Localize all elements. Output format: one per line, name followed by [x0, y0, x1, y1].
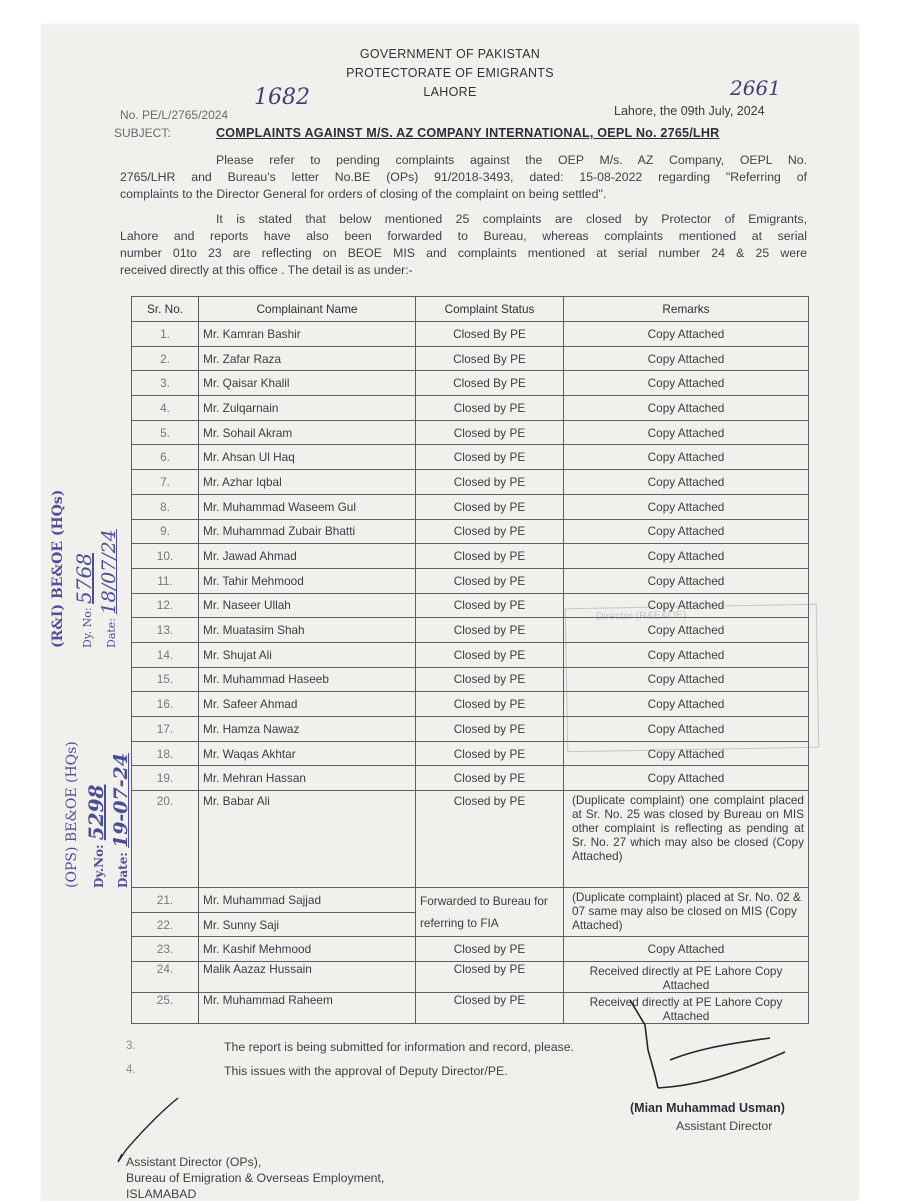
cell-remarks: Copy Attached — [564, 494, 809, 519]
table-row — [132, 346, 809, 371]
cell-sr: 11. — [132, 568, 199, 593]
cell-name: Mr. Muatasim Shah — [199, 618, 416, 643]
signatory-name: (Mian Muhammad Usman) — [630, 1101, 785, 1115]
stamp-2-date-label: Date: — [116, 852, 130, 888]
cell-remarks: Copy Attached — [564, 346, 809, 371]
receipt-stamp-ops — [64, 741, 132, 888]
cell-sr: 15. — [132, 667, 199, 692]
faint-stamp-text: Director (R&E&OE) — [595, 609, 687, 623]
cell-sr: 18. — [132, 741, 199, 766]
cell-name: Mr. Zafar Raza — [199, 346, 416, 371]
cell-status: Closed by PE — [416, 741, 564, 766]
cell-sr: 8. — [132, 494, 199, 519]
cell-status: Closed by PE — [416, 962, 564, 993]
paragraph-2-line-1: It is stated that below mentioned 25 complaints are closed by Protector of Emigrants, — [216, 212, 807, 226]
cell-name: Mr. Babar Ali — [199, 791, 416, 888]
cell-status: Closed by PE — [416, 667, 564, 692]
cell-sr: 7. — [132, 470, 199, 495]
cell-sr: 4. — [132, 396, 199, 421]
cell-status: Closed by PE — [416, 717, 564, 742]
date-line: Lahore, the 09th July, 2024 — [614, 104, 765, 118]
cell-status: Closed by PE — [416, 642, 564, 667]
addressee-line-2: Bureau of Emigration & Overseas Employment, — [126, 1171, 385, 1185]
cell-sr: 1. — [132, 322, 199, 347]
cell-remarks: Copy Attached — [564, 692, 809, 717]
paragraph-1-line-1: Please refer to pending complaints against the OEP M/s. AZ Company, OEPL No. — [216, 153, 807, 167]
stamp-1-dy-value: 5768 — [72, 553, 96, 604]
receipt-stamp-r-and-i — [50, 490, 120, 648]
handwritten-top-right-number: 2661 — [730, 76, 781, 100]
cell-status: Closed by PE — [416, 593, 564, 618]
table-row — [132, 445, 809, 470]
cell-name: Mr. Naseer Ullah — [199, 593, 416, 618]
cell-status: Closed by PE — [416, 494, 564, 519]
table-row — [132, 568, 809, 593]
cell-sr: 24. — [132, 962, 199, 993]
letterhead-line-2: PROTECTORATE OF EMIGRANTS — [346, 66, 554, 80]
table-row — [132, 937, 809, 962]
table-row — [132, 888, 809, 913]
cell-name: Mr. Kamran Bashir — [199, 322, 416, 347]
cell-remarks: Copy Attached — [564, 618, 809, 643]
cell-name: Malik Aazaz Hussain — [199, 962, 416, 993]
cell-status: Closed by PE — [416, 445, 564, 470]
cell-remarks: Copy Attached — [564, 766, 809, 791]
cell-sr: 12. — [132, 593, 199, 618]
point-3-number: 3. — [126, 1040, 136, 1052]
cell-sr: 16. — [132, 692, 199, 717]
cell-name: Mr. Hamza Nawaz — [199, 717, 416, 742]
cell-sr: 20. — [132, 791, 199, 888]
table-row — [132, 544, 809, 569]
cell-status: Closed by PE — [416, 791, 564, 888]
cell-sr: 9. — [132, 519, 199, 544]
cell-status: Closed by PE — [416, 692, 564, 717]
table-body — [132, 322, 809, 937]
cell-remarks: Copy Attached — [564, 445, 809, 470]
table-row — [132, 470, 809, 495]
paragraph-1-line-3: complaints to the Director General for orders of closing of the complaint on being settled". — [120, 187, 607, 201]
cell-status-forwarded: Forwarded to Bureau for referring to FIA — [416, 888, 564, 937]
table-row — [132, 692, 809, 717]
table-row — [132, 494, 809, 519]
cell-status: Closed by PE — [416, 544, 564, 569]
cell-status: Closed By PE — [416, 371, 564, 396]
cell-sr: 2. — [132, 346, 199, 371]
stamp-1-title: (R&I) BE&OE (HQs) — [50, 489, 66, 648]
cell-name: Mr. Qaisar Khalil — [199, 371, 416, 396]
cell-sr: 5. — [132, 420, 199, 445]
cell-sr: 25. — [132, 993, 199, 1024]
cell-status: Closed by PE — [416, 568, 564, 593]
stamp-2-dy-label: Dy.No: — [92, 844, 106, 888]
cell-remarks: Copy Attached — [564, 717, 809, 742]
table-row — [132, 618, 809, 643]
paragraph-2-line-2: Lahore and reports have also been forwarded to Bureau, whereas complaints mentioned at serial — [120, 229, 807, 243]
cell-remarks: Copy Attached — [564, 593, 809, 618]
cell-name: Mr. Waqas Akhtar — [199, 741, 416, 766]
cell-remarks: Received directly at PE Lahore Copy Attached — [564, 962, 809, 993]
cell-status: Closed by PE — [416, 470, 564, 495]
cell-name: Mr. Zulqarnain — [199, 396, 416, 421]
cell-status: Closed By PE — [416, 322, 564, 347]
cell-remarks: Copy Attached — [564, 642, 809, 667]
reference-no-label: No. — [120, 108, 139, 122]
cell-sr: 19. — [132, 766, 199, 791]
cell-remarks: Copy Attached — [564, 741, 809, 766]
cell-name: Mr. Muhammad Raheem — [199, 993, 416, 1024]
table-row — [132, 741, 809, 766]
cell-status: Closed by PE — [416, 396, 564, 421]
paragraph-2-line-4: received directly at this office . The detail is as under:- — [120, 263, 413, 277]
stamp-1-date-value: 18/07/24 — [98, 529, 120, 615]
paragraph-2-line-3: number 01to 23 are reflecting on BEOE MIS and complaints mentioned at serial number 24 & 25 were — [120, 246, 807, 260]
complaints-table — [131, 296, 809, 1024]
cell-status: Closed By PE — [416, 346, 564, 371]
header-complainant-name: Complainant Name — [199, 297, 416, 322]
cell-status: Closed by PE — [416, 993, 564, 1024]
cell-remarks: Copy Attached — [564, 371, 809, 396]
stamp-2-date-value: 19-07-24 — [110, 752, 132, 849]
cell-remarks-duplicate: (Duplicate complaint) one complaint placed at Sr. No. 25 was closed by Bureau on MIS other complaint is reflecting as pending at Sr. No. 27 which may also be closed (Copy Attached) — [564, 791, 809, 888]
point-4-number: 4. — [126, 1064, 136, 1076]
cell-name: Mr. Muhammad Zubair Bhatti — [199, 519, 416, 544]
cell-name: Mr. Kashif Mehmood — [199, 937, 416, 962]
cell-remarks: Copy Attached — [564, 568, 809, 593]
table-row — [132, 642, 809, 667]
stamp-1-date-label: Date: — [105, 617, 118, 648]
reference-number: PE/L/2765/2024 — [142, 108, 229, 122]
cell-remarks: Copy Attached — [564, 544, 809, 569]
cell-sr: 13. — [132, 618, 199, 643]
cell-status: Closed by PE — [416, 519, 564, 544]
cell-name: Mr. Tahir Mehmood — [199, 568, 416, 593]
table-row — [132, 766, 809, 791]
cell-remarks: Copy Attached — [564, 396, 809, 421]
cell-status: Closed by PE — [416, 766, 564, 791]
header-remarks: Remarks — [564, 297, 809, 322]
stamp-2-dy-value: 5298 — [84, 784, 108, 841]
header-sr-no: Sr. No. — [132, 297, 199, 322]
cell-name: Mr. Muhammad Sajjad — [199, 888, 416, 913]
cell-remarks: Copy Attached — [564, 667, 809, 692]
handwritten-reference-number: 1682 — [254, 85, 310, 110]
letterhead-line-3: LAHORE — [423, 85, 477, 99]
cell-sr: 10. — [132, 544, 199, 569]
table-row — [132, 519, 809, 544]
stamp-2-title: (OPS) BE&OE (HQs) — [64, 741, 80, 888]
cell-name: Mr. Azhar Iqbal — [199, 470, 416, 495]
cell-remarks: Received directly at PE Lahore Copy Attached — [564, 993, 809, 1024]
cell-remarks: Copy Attached — [564, 937, 809, 962]
cell-name: Mr. Jawad Ahmad — [199, 544, 416, 569]
cell-name: Mr. Muhammad Waseem Gul — [199, 494, 416, 519]
addressee-line-1: Assistant Director (OPs), — [126, 1155, 262, 1169]
cell-name: Mr. Mehran Hassan — [199, 766, 416, 791]
table-row — [132, 322, 809, 347]
table-row — [132, 717, 809, 742]
cell-remarks: Copy Attached — [564, 519, 809, 544]
cell-name: Mr. Shujat Ali — [199, 642, 416, 667]
cell-name: Mr. Ahsan Ul Haq — [199, 445, 416, 470]
header-complaint-status: Complaint Status — [416, 297, 564, 322]
table-row — [132, 791, 809, 888]
cell-sr: 17. — [132, 717, 199, 742]
paragraph-1-line-2: 2765/LHR and Bureau's letter No.BE (OPs) 91/2018-3493, dated: 15-08-2022 regarding "Referring of — [120, 170, 807, 184]
cell-name: Mr. Muhammad Haseeb — [199, 667, 416, 692]
cell-sr: 21. — [132, 888, 199, 913]
cell-status: Closed by PE — [416, 618, 564, 643]
cell-sr: 6. — [132, 445, 199, 470]
addressee-line-3: ISLAMABAD — [126, 1187, 197, 1201]
table-row — [132, 420, 809, 445]
table-row — [132, 371, 809, 396]
cell-remarks: Copy Attached — [564, 322, 809, 347]
cell-remarks: Copy Attached — [564, 420, 809, 445]
subject-text: COMPLAINTS AGAINST M/S. AZ COMPANY INTERNATIONAL, OEPL No. 2765/LHR — [216, 126, 720, 140]
cell-sr: 14. — [132, 642, 199, 667]
table-row — [132, 962, 809, 993]
cell-remarks: Copy Attached — [564, 470, 809, 495]
table-header-row — [132, 297, 809, 322]
cell-status: Closed by PE — [416, 420, 564, 445]
stamp-1-dy-label: Dy. No: — [81, 607, 94, 648]
table-row — [132, 396, 809, 421]
table-row — [132, 593, 809, 618]
point-3-text: The report is being submitted for information and record, please. — [224, 1040, 574, 1054]
subject-label: SUBJECT: — [114, 126, 171, 140]
point-4-text: This issues with the approval of Deputy Director/PE. — [224, 1064, 508, 1078]
signature-mark — [600, 990, 800, 1100]
table-row — [132, 667, 809, 692]
signatory-title: Assistant Director — [676, 1119, 773, 1133]
cell-name: Mr. Sunny Saji — [199, 912, 416, 937]
cell-sr: 23. — [132, 937, 199, 962]
cell-remarks-duplicate-2: (Duplicate complaint) placed at Sr. No. 02 & 07 same may also be closed on MIS (Copy Attached) — [564, 888, 809, 937]
cell-status: Closed by PE — [416, 937, 564, 962]
cell-name: Mr. Safeer Ahmad — [199, 692, 416, 717]
cell-sr: 3. — [132, 371, 199, 396]
cell-name: Mr. Sohail Akram — [199, 420, 416, 445]
letterhead-line-1: GOVERNMENT OF PAKISTAN — [359, 47, 541, 61]
cell-sr: 22. — [132, 912, 199, 937]
